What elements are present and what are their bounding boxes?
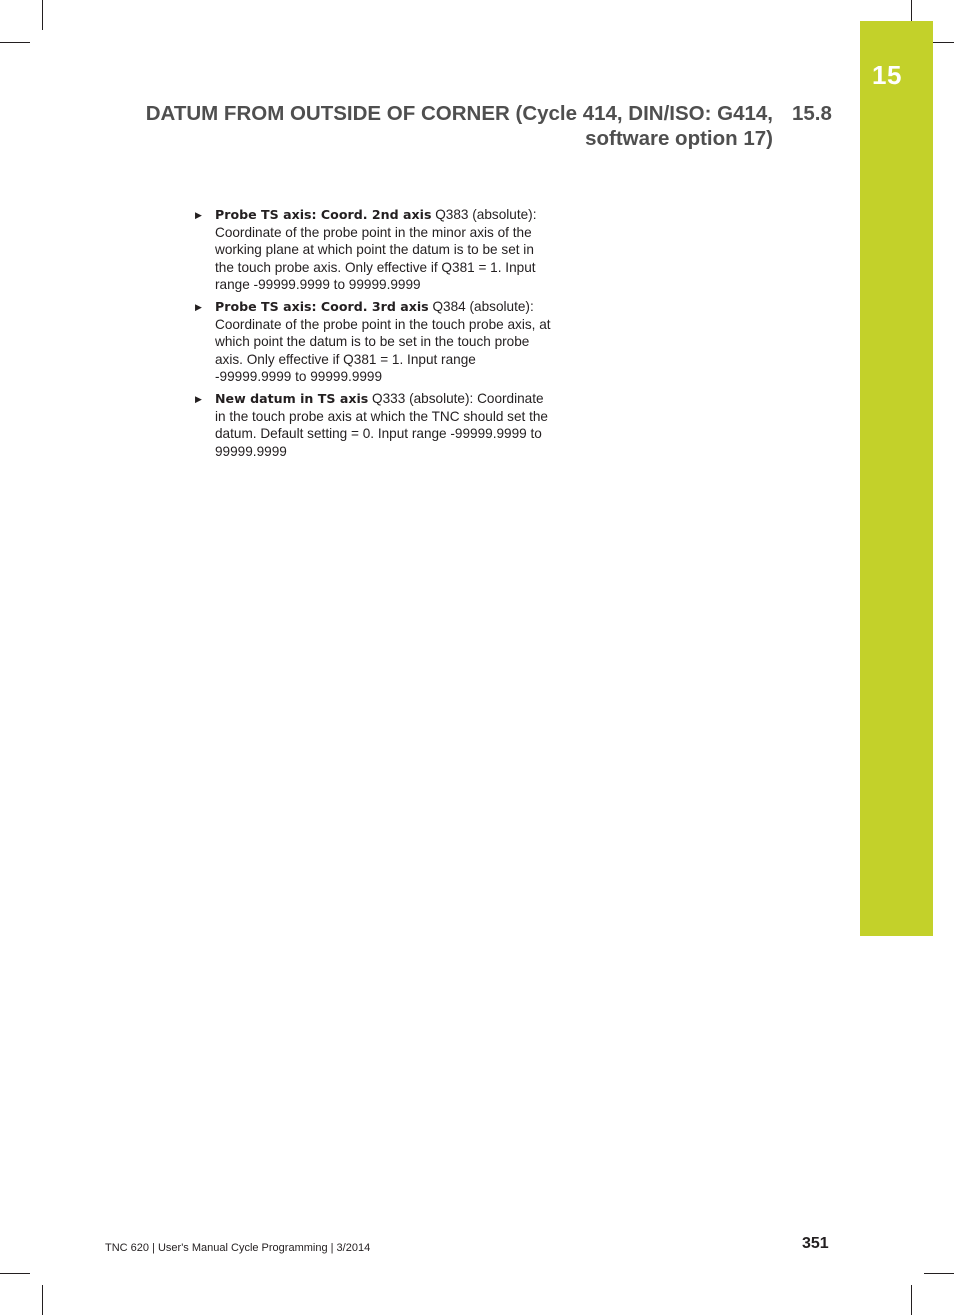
crop-mark (42, 0, 43, 30)
footer-text: TNC 620 | User's Manual Cycle Programming | 3/2014 (105, 1242, 371, 1254)
crop-mark (924, 1273, 954, 1274)
list-item (193, 390, 555, 460)
chapter-tab (860, 21, 933, 936)
triangle-bullet-icon: ▶ (195, 393, 202, 404)
list-item (193, 206, 555, 294)
parameter-term: Probe TS axis: Coord. 3rd axis (215, 298, 429, 314)
list-item (193, 298, 555, 386)
crop-mark (0, 42, 30, 43)
page-number: 351 (802, 1235, 829, 1252)
triangle-bullet-icon: ▶ (195, 301, 202, 312)
parameter-term: Probe TS axis: Coord. 2nd axis (215, 207, 432, 222)
section-number: 15.8 (792, 102, 832, 125)
parameter-description: Q384 (absolute): Coordinate of the probe point in the touch probe axis, at which point the datum is to be set in the touch probe axis. Only effective if Q381 = 1. Input range -99999.9999 to 99999.9999 (215, 298, 551, 385)
parameter-description: Q383 (absolute): Coordinate of the probe point in the minor axis of the working plane at which point the datum is to be set in the touch probe axis. Only effective if Q381 = 1. Input range -99999.9999 to 99999.9999 (215, 207, 537, 293)
crop-mark (911, 1285, 912, 1315)
chapter-number: 15 (872, 60, 902, 90)
page-title (73, 101, 773, 151)
crop-mark (0, 1273, 30, 1274)
page-title-line-1: DATUM FROM OUTSIDE OF CORNER (Cycle 414, DIN/ISO: G414, (145, 102, 773, 125)
crop-mark (42, 1285, 43, 1315)
parameter-list (193, 206, 555, 464)
triangle-bullet-icon: ▶ (195, 210, 202, 220)
parameter-term: New datum in TS axis (215, 390, 369, 406)
parameter-description: Q333 (absolute): Coordinate in the touch probe axis at which the TNC should set the datum. Default setting = 0. Input range -99999.9999 to 99999.9999 (215, 390, 548, 459)
page-title-line-2: software option 17) (585, 127, 773, 150)
